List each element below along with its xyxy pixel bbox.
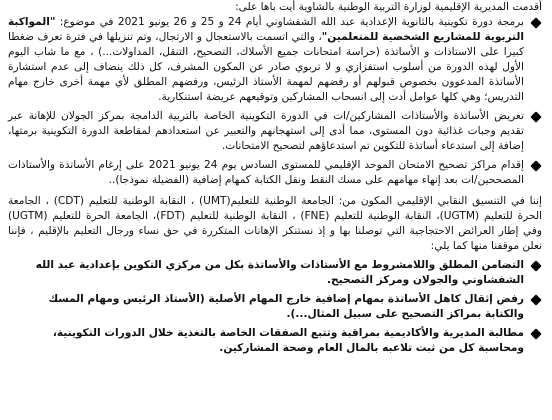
action-item [8, 15, 542, 105]
diamond-bullet-icon [530, 160, 541, 171]
item-text: تعريض الأساتذة والأستاذات المشاركين/ات في الدورة التكوينية الخاصة بالتربية الدامجة بمركز الجولان للإهانة عبر تقديم وجبات غذائية دون المستوى، مما أدى إلى استهجانهم والتعبير عن استعدادهم لمقاطعة الدورة التكوينية برمتها، إضافة إلى استدعاء أساتذة للتكوين تم استدعاؤهم لتصحيح الامتحانات. [8, 110, 524, 152]
item-bold-title: "المواكبة التربوية للمشاريع الشخصية للمتعلمين" [8, 16, 524, 43]
actions-list [8, 15, 542, 188]
demand-item [8, 258, 542, 288]
diamond-bullet-icon [530, 260, 541, 271]
item-text-continued: ، والتي اتسمت بالاستعجال و الارتجال، وتم تنزيلها في فترة تعرف ضغطا كبيرا على الاستاذات و الأساتذة (حراسة امتحانات جميع الأسلاك، التصحيح، التنقل، المداولات...) ، مع ما شاب اليوم الأول لهذه الدورة من أسلوب استفزازي و لا تربوي صادر عن المكون المشرف، كل ذلك ينضاف إلى عدم استشارة الأساتذة المدعوون بخصوص قبولهم أو رفضهم لمهمة الأستاذ الرئيس، ورفضهم المطلق لأي مهمة أخرى خارج مهام التدريس؛ وهي كلها عوامل أدت إلى انسحاب المشاركين وتوقيعهم عريضة استنكارية. [8, 31, 524, 103]
demand-text: مطالبة المديرية والأكاديمية بمراقبة وتتبع الصفقات الخاصة بالتغذية خلال الدورات التكوينية، ومحاسبة كل من ثبت تلاعبه بالمال العام وصحة المشاركين. [52, 327, 524, 354]
diamond-bullet-icon [530, 17, 541, 28]
diamond-bullet-icon [530, 111, 541, 122]
action-item [8, 109, 542, 154]
item-text: برمجة دورة تكوينية بالثانوية الإعدادية عبد الله الشفشاوني أيام 24 و 25 و 26 يونيو 2021 في موضوع: [55, 16, 524, 28]
diamond-bullet-icon [530, 328, 541, 339]
demand-text: رفض إثقال كاهل الأساتذة بمهام إضافية خارج المهام الأصلية (الأستاذ الرئيس ومهام المسك والكتابة بمراكز التصحيح على سبيل المثال...). [48, 293, 524, 320]
diamond-bullet-icon [530, 294, 541, 305]
demand-text: التضامن المطلق واللامشروط مع الأستاذات والأساتذة بكل من مركزي التكوين بإعدادية عبد الله الشفشاوني والجولان ومركز التصحيح. [35, 259, 524, 286]
demand-item [8, 292, 542, 322]
demand-item [8, 326, 542, 356]
demands-list [8, 258, 542, 356]
union-statement: إننا في التنسيق النقابي الإقليمي المكون من: الجامعة الوطنية للتعليم(UMT) ، النقابة الوطنية للتعليم (CDT) ، الجامعة الحرة للتعليم (UGTM)، النقابة الوطنية للتعليم (FNE) ، النقابة الوطنية للتعليم (FDT)، الجامعة الحرة للتعليم (UGTM) وفي إطار العرائض الاحتجاجية التي توصلنا بها و إذ نستنكر الإهانات المتكررة في حق نساء ورجال التعليم بالإقليم ، فإننا نعلن موقفنا منها كما يلي: [8, 195, 543, 252]
action-item [8, 158, 542, 188]
intro-line: أقدمت المديرية الإقليمية لوزارة التربية الوطنية بالشاوية أيت باها على: [235, 1, 542, 13]
item-text: إقدام مراكز تصحيح الامتحان الموحد الإقليمي للمستوى السادس يوم 24 يونيو 2021 على إرغام الأساتذة والأستاذات المصححين/ات بعد إنهاء مهامهم على مسك النقط ونقل الكتابة كمهام إضافية (الفضيلة نموذجا).. [8, 159, 524, 186]
